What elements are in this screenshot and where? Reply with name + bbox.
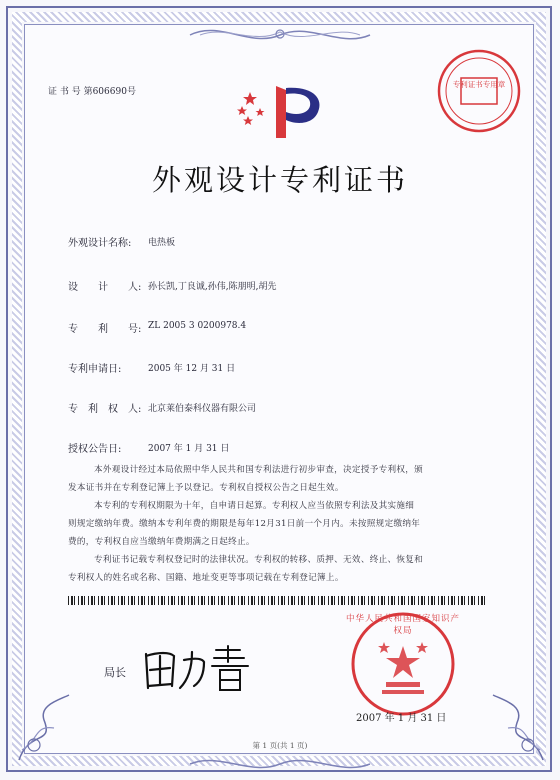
patent-stamp xyxy=(436,48,522,134)
corner-ornament-br xyxy=(478,690,548,766)
field-value-filing-date: 2005 年 12 月 31 日 xyxy=(148,364,236,374)
director-signature xyxy=(140,640,260,696)
top-ornament xyxy=(180,20,380,50)
field-label-patentee: 专 利 权 人: xyxy=(68,404,142,415)
paragraph-line: 专利权人的姓名或名称、国籍、地址变更等事项记载在专利登记簿上。 xyxy=(68,573,344,583)
certificate-number: 证 书 号 第606690号 xyxy=(48,87,136,97)
field-value-grant-date: 2007 年 1 月 31 日 xyxy=(148,444,230,454)
seal-text: 中华人民共和国国家知识产权局 xyxy=(345,614,460,636)
field-label-designers: 设 计 人: xyxy=(68,282,142,293)
paragraph-line: 则规定缴纳年费。缴纳本专利年费的期限是每年12月31日前一个月内。未按照规定缴纳年 xyxy=(68,519,421,529)
field-label-patent-number: 专 利 号: xyxy=(68,324,142,335)
bottom-ornament xyxy=(180,752,380,778)
field-label-filing-date: 专利申请日: xyxy=(68,364,122,375)
issue-date: 2007 年 1 月 31 日 xyxy=(356,713,447,724)
stamp-text: 专利证书专用章 xyxy=(452,80,506,89)
paragraph-line: 专利证书记载专利权登记时的法律状况。专利权的转移、质押、无效、终止、恢复和 xyxy=(94,555,424,565)
field-label-grant-date: 授权公告日: xyxy=(68,444,122,455)
page-footer: 第 1 页(共 1 页) xyxy=(252,741,308,750)
field-value-patent-number: ZL 2005 3 0200978.4 xyxy=(148,321,247,331)
field-value-designers: 孙长凯,丁良诚,孙伟,陈朋明,胡先 xyxy=(148,282,277,292)
field-value-design-name: 电热板 xyxy=(148,238,176,248)
paragraph-line: 发本证书并在专利登记簿上予以登记。专利权自授权公告之日起生效。 xyxy=(68,483,344,493)
certificate-title: 外观设计专利证书 xyxy=(151,163,408,197)
field-label-design-name: 外观设计名称: xyxy=(68,238,132,249)
patent-office-logo xyxy=(232,80,328,144)
paragraph-line: 本外观设计经过本局依照中华人民共和国专利法进行初步审查，决定授予专利权，颁 xyxy=(94,465,424,475)
director-label: 局长 xyxy=(104,666,126,679)
corner-ornament-bl xyxy=(14,690,84,766)
barcode xyxy=(68,596,488,605)
paragraph-line: 本专利的专利权期限为十年，自申请日起算。专利权人应当依照专利法及其实施细 xyxy=(94,501,415,511)
paragraph-line: 费的，专利权自应当缴纳年费期满之日起终止。 xyxy=(68,537,255,547)
field-value-patentee: 北京莱伯泰科仪器有限公司 xyxy=(148,404,257,414)
